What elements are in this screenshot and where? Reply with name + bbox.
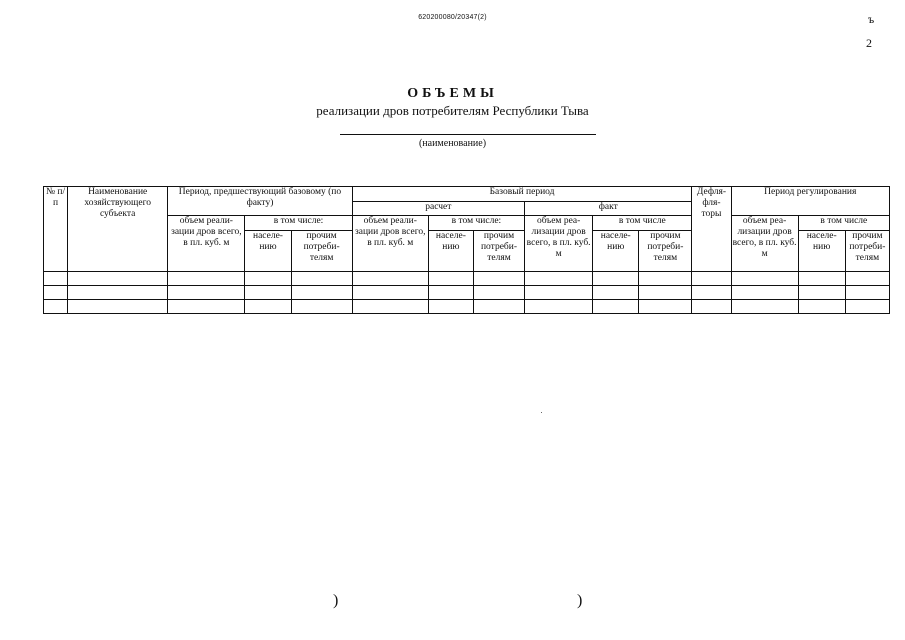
header-calc: расчет bbox=[352, 202, 524, 216]
header-reg-incl: в том числе bbox=[798, 216, 889, 231]
header-calc-population: населе-нию bbox=[428, 231, 473, 272]
table-cell bbox=[798, 300, 845, 314]
table-cell bbox=[692, 286, 731, 300]
document-id: 620200080/20347(2) bbox=[418, 14, 487, 21]
table-cell bbox=[245, 272, 291, 286]
table-cell bbox=[525, 272, 593, 286]
table-cell bbox=[639, 300, 692, 314]
table-cell bbox=[245, 300, 291, 314]
table-cell bbox=[44, 300, 68, 314]
binding-mark-left: ) bbox=[333, 592, 339, 609]
table-cell bbox=[428, 300, 473, 314]
table-row bbox=[44, 300, 890, 314]
table-cell bbox=[245, 286, 291, 300]
volumes-table bbox=[43, 186, 890, 314]
name-caption: (наименование) bbox=[418, 138, 487, 149]
header-num: № п/п bbox=[44, 187, 68, 272]
table-cell bbox=[798, 272, 845, 286]
table-cell bbox=[44, 286, 68, 300]
header-reg-population: населе-нию bbox=[798, 231, 845, 272]
table-cell bbox=[473, 272, 524, 286]
header-reg-other: прочим потреби-телям bbox=[845, 231, 889, 272]
table-row bbox=[44, 272, 890, 286]
table-cell bbox=[845, 286, 889, 300]
table-cell bbox=[168, 286, 245, 300]
header-deflators: Дефля-фля-торы bbox=[692, 187, 731, 272]
table-cell bbox=[845, 272, 889, 286]
header-reg-period: Период регулирования bbox=[731, 187, 890, 216]
table-cell bbox=[692, 272, 731, 286]
table-cell bbox=[352, 286, 428, 300]
header-fact-population: населе-нию bbox=[593, 231, 639, 272]
page-number: 2 bbox=[866, 36, 872, 50]
header-prev-population: населе-нию bbox=[245, 231, 291, 272]
table-cell bbox=[428, 272, 473, 286]
document-title: ОБЪЕМЫ bbox=[407, 86, 498, 101]
document-subtitle: реализации дров потребителям Республики Тыва bbox=[316, 103, 589, 118]
name-blank-line bbox=[340, 134, 596, 135]
header-calc-volume: объем реали-зации дров всего, в пл. куб. м bbox=[352, 216, 428, 272]
header-prev-volume: объем реали-зации дров всего, в пл. куб. м bbox=[168, 216, 245, 272]
corner-handwritten-mark: ъ bbox=[868, 12, 875, 26]
table-cell bbox=[68, 272, 168, 286]
header-fact-other: прочим потреби-телям bbox=[639, 231, 692, 272]
header-base-period: Базовый период bbox=[352, 187, 692, 202]
scan-speck bbox=[541, 412, 542, 413]
header-fact-volume: объем реа-лизации дров всего, в пл. куб. м bbox=[525, 216, 593, 272]
table-cell bbox=[593, 286, 639, 300]
table-cell bbox=[845, 300, 889, 314]
header-subject-name: Наименование хозяйствующего субъекта bbox=[68, 187, 168, 272]
header-calc-incl: в том числе: bbox=[428, 216, 524, 231]
table-cell bbox=[44, 272, 68, 286]
table-cell bbox=[731, 286, 798, 300]
header-prev-incl: в том числе: bbox=[245, 216, 352, 231]
table-cell bbox=[692, 300, 731, 314]
table-cell bbox=[168, 272, 245, 286]
header-prev-other: прочим потреби-телям bbox=[291, 231, 352, 272]
table-cell bbox=[639, 272, 692, 286]
table-cell bbox=[473, 300, 524, 314]
table-cell bbox=[731, 272, 798, 286]
table-cell bbox=[352, 272, 428, 286]
table-cell bbox=[731, 300, 798, 314]
table-cell bbox=[352, 300, 428, 314]
table-cell bbox=[798, 286, 845, 300]
table-cell bbox=[68, 300, 168, 314]
header-calc-other: прочим потреби-телям bbox=[473, 231, 524, 272]
table-cell bbox=[291, 300, 352, 314]
table-cell bbox=[593, 300, 639, 314]
header-prev-period: Период, предшествующий базовому (по факту) bbox=[168, 187, 352, 216]
table-cell bbox=[68, 286, 168, 300]
table-cell bbox=[525, 300, 593, 314]
table-row bbox=[44, 286, 890, 300]
table-cell bbox=[593, 272, 639, 286]
table-cell bbox=[291, 286, 352, 300]
binding-mark-right: ) bbox=[577, 592, 583, 609]
table-cell bbox=[168, 300, 245, 314]
table-cell bbox=[639, 286, 692, 300]
table-cell bbox=[473, 286, 524, 300]
table-cell bbox=[428, 286, 473, 300]
table-cell bbox=[291, 272, 352, 286]
header-fact-incl: в том числе bbox=[593, 216, 692, 231]
table-cell bbox=[525, 286, 593, 300]
header-reg-volume: объем реа-лизации дров всего, в пл. куб. м bbox=[731, 216, 798, 272]
header-fact: факт bbox=[525, 202, 692, 216]
